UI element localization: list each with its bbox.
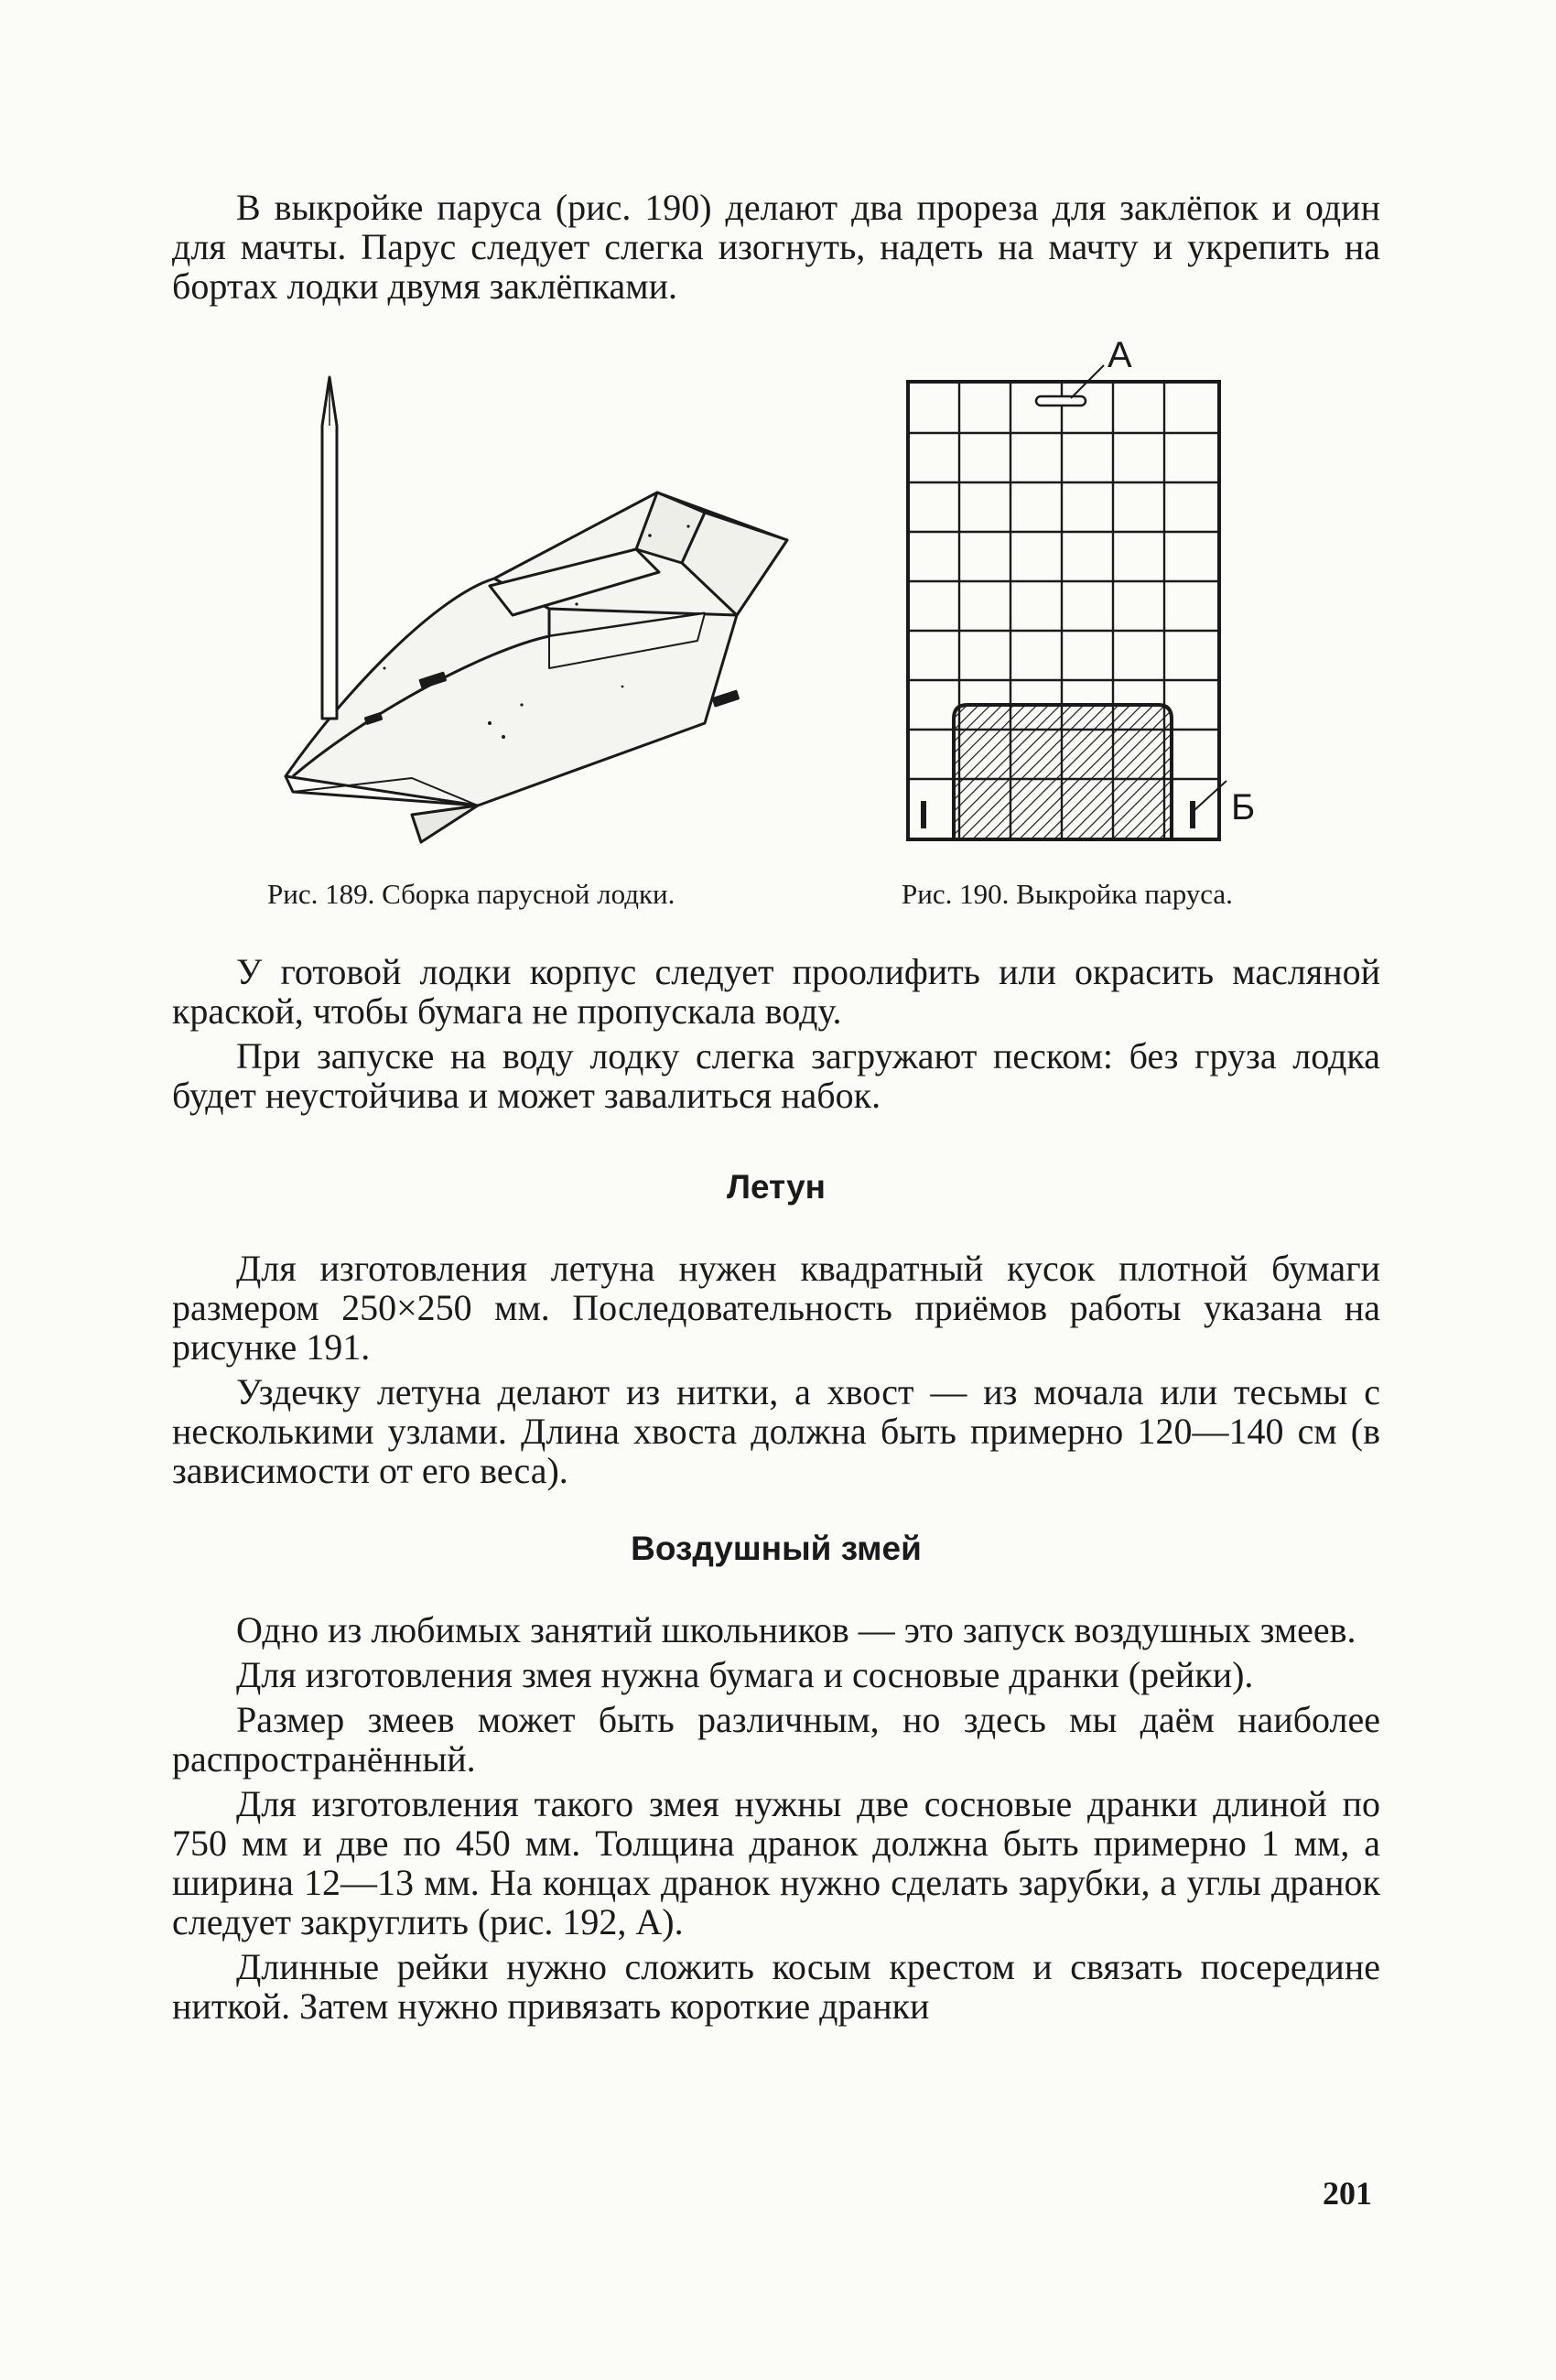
sail-label-a: А	[1108, 335, 1132, 375]
section-heading: Воздушный змей	[631, 1530, 922, 1567]
paragraph: Для изготовления летуна нужен квадратный кусок плотной бумаги размером 250×250 мм. Последовательность приёмов работы указана на рисунке 191.	[172, 1248, 1380, 1368]
rivet-slot	[713, 691, 738, 706]
paragraph: При запуске на воду лодку слегка загружают песком: без груза лодка будет неустойчива и может завалиться набок.	[172, 1035, 1380, 1116]
slot-b-left	[921, 801, 926, 828]
sail-pattern-figure	[897, 343, 1281, 856]
figure-189-caption: Рис. 189. Сборка парусной лодки.	[267, 878, 675, 910]
paragraph: Уздечку летуна делают из нитки, а хвост — из мочала или тесьмы с несколькими узлами. Длина хвоста должна быть примерно 120—140 см (в зависимости от его веса).	[172, 1371, 1380, 1491]
after-figures-block	[172, 952, 1380, 1115]
figure-190-caption: Рис. 190. Выкройка паруса.	[902, 878, 1233, 910]
boat-mast	[322, 377, 337, 719]
section-zmei	[172, 1529, 1380, 2026]
paragraph: Длинные рейки нужно сложить косым крестом и связать посередине ниткой. Затем нужно привязать короткие дранки	[172, 1946, 1380, 2027]
boat-figure	[275, 375, 805, 888]
section-heading: Летун	[726, 1168, 827, 1206]
paragraph: У готовой лодки корпус следует проолифить или окрасить масляной краской, чтобы бумага не пропускала воду.	[172, 951, 1380, 1032]
paragraph: Для изготовления змея нужна бумага и сосновые дранки (рейки).	[236, 1654, 1254, 1695]
sail-label-b: Б	[1231, 787, 1256, 828]
paragraph: Одно из любимых занятий школьников — это запуск воздушных змеев.	[236, 1609, 1356, 1650]
page-number: 201	[1323, 2175, 1372, 2212]
sail-hatched-area	[954, 705, 1172, 839]
intro-block	[172, 188, 1380, 306]
section-letun	[172, 1167, 1380, 1490]
boat-keel-line	[412, 806, 478, 842]
paragraph: Для изготовления такого змея нужны две сосновые дранки длиной по 750 мм и две по 450 мм. Толщина дранок должна быть примерно 1 мм, а ширина 12—13 мм. На концах дранок нужно сделать зарубки, а углы дранок следует закруглить (рис. 192, А).	[172, 1783, 1380, 1942]
intro-paragraph: В выкройке паруса (рис. 190) делают два прореза для заклёпок и один для мачты. Парус следует слегка изогнуть, надеть на мачту и укрепить на бортах лодки двумя заклёпками.	[172, 187, 1380, 307]
slot-a	[1036, 396, 1086, 406]
slot-b-right	[1190, 801, 1195, 828]
paragraph: Размер змеев может быть различным, но здесь мы даём наиболее распространённый.	[172, 1699, 1380, 1780]
